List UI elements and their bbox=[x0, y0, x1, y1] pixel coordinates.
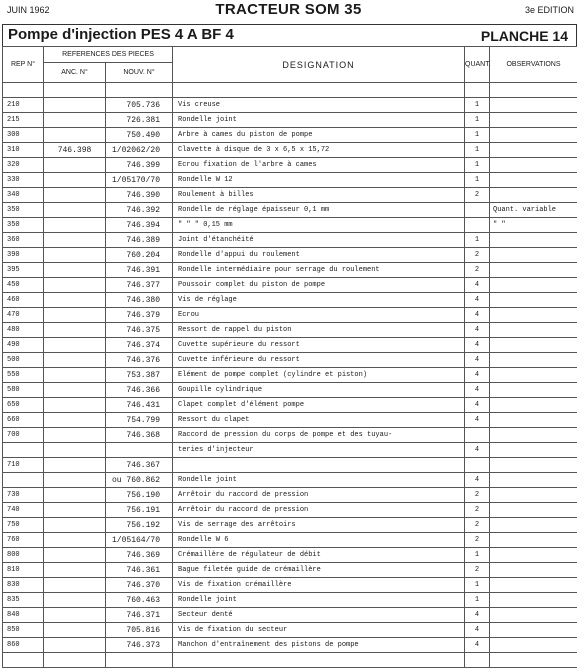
cell-nouv: 746.380 bbox=[106, 293, 173, 308]
col-references: REFERENCES DES PIECES bbox=[44, 47, 173, 63]
cell-rep: 300 bbox=[3, 128, 44, 143]
table-row bbox=[3, 533, 577, 548]
cell-nouv: 756.190 bbox=[106, 488, 173, 503]
cell-obs bbox=[490, 518, 577, 533]
table-row bbox=[3, 398, 577, 413]
cell-rep: 650 bbox=[3, 398, 44, 413]
cell-obs bbox=[490, 83, 577, 98]
cell-rep: 760 bbox=[3, 533, 44, 548]
cell-obs bbox=[490, 293, 577, 308]
cell-rep: 390 bbox=[3, 248, 44, 263]
cell-anc bbox=[44, 173, 106, 188]
table-row bbox=[3, 218, 577, 233]
table-row bbox=[3, 428, 577, 443]
cell-obs bbox=[490, 308, 577, 323]
cell-desig bbox=[173, 458, 465, 473]
cell-anc bbox=[44, 593, 106, 608]
cell-rep: 500 bbox=[3, 353, 44, 368]
table-row bbox=[3, 548, 577, 563]
cell-obs: Quant. variable bbox=[490, 203, 577, 218]
col-quant: QUANT. bbox=[465, 47, 490, 83]
cell-nouv: 746.376 bbox=[106, 353, 173, 368]
cell-obs bbox=[490, 263, 577, 278]
table-row bbox=[3, 563, 577, 578]
cell-anc bbox=[44, 383, 106, 398]
cell-q: 2 bbox=[465, 248, 490, 263]
cell-rep: 215 bbox=[3, 113, 44, 128]
cell-q: 1 bbox=[465, 113, 490, 128]
cell-desig: Bague filetée guide de crémaillère bbox=[173, 563, 465, 578]
cell-q: 4 bbox=[465, 443, 490, 458]
cell-q: 1 bbox=[465, 128, 490, 143]
cell-obs bbox=[490, 233, 577, 248]
cell-rep: 470 bbox=[3, 308, 44, 323]
cell-desig: Rondelle joint bbox=[173, 593, 465, 608]
cell-obs bbox=[490, 578, 577, 593]
cell-anc: 746.398 bbox=[44, 143, 106, 158]
cell-rep: 360 bbox=[3, 233, 44, 248]
cell-anc bbox=[44, 428, 106, 443]
cell-anc bbox=[44, 443, 106, 458]
cell-nouv: 746.377 bbox=[106, 278, 173, 293]
cell-obs bbox=[490, 608, 577, 623]
cell-anc bbox=[44, 518, 106, 533]
cell-desig: Clapet complet d'élément pompe bbox=[173, 398, 465, 413]
cell-rep: 835 bbox=[3, 593, 44, 608]
cell-desig: " " " 0,15 mm bbox=[173, 218, 465, 233]
cell-anc bbox=[44, 278, 106, 293]
cell-nouv: 746.366 bbox=[106, 383, 173, 398]
cell-desig: Raccord de pression du corps de pompe et des tuyau- bbox=[173, 428, 465, 443]
table-row bbox=[3, 128, 577, 143]
cell-nouv: 746.374 bbox=[106, 338, 173, 353]
cell-rep bbox=[3, 443, 44, 458]
cell-anc bbox=[44, 413, 106, 428]
cell-obs bbox=[490, 488, 577, 503]
cell-rep: 480 bbox=[3, 323, 44, 338]
cell-nouv: 756.192 bbox=[106, 518, 173, 533]
cell-obs bbox=[490, 473, 577, 488]
cell-obs bbox=[490, 533, 577, 548]
cell-obs bbox=[490, 503, 577, 518]
cell-obs bbox=[490, 98, 577, 113]
table-row bbox=[3, 338, 577, 353]
cell-q: 2 bbox=[465, 503, 490, 518]
table-row bbox=[3, 293, 577, 308]
cell-nouv: 746.389 bbox=[106, 233, 173, 248]
cell-q bbox=[465, 83, 490, 98]
cell-desig: Cuvette supérieure du ressort bbox=[173, 338, 465, 353]
col-designation: DESIGNATION bbox=[173, 47, 465, 83]
cell-rep: 550 bbox=[3, 368, 44, 383]
section-header bbox=[2, 24, 577, 46]
cell-q: 4 bbox=[465, 473, 490, 488]
cell-q: 1 bbox=[465, 143, 490, 158]
cell-anc bbox=[44, 623, 106, 638]
cell-desig: Vis de réglage bbox=[173, 293, 465, 308]
cell-obs bbox=[490, 353, 577, 368]
cell-anc bbox=[44, 488, 106, 503]
cell-q: 4 bbox=[465, 338, 490, 353]
table-row bbox=[3, 578, 577, 593]
table-row bbox=[3, 113, 577, 128]
cell-anc bbox=[44, 338, 106, 353]
col-rep: REP N° bbox=[3, 47, 44, 83]
cell-nouv: 746.390 bbox=[106, 188, 173, 203]
table-row bbox=[3, 98, 577, 113]
cell-rep: 850 bbox=[3, 623, 44, 638]
cell-nouv: 746.394 bbox=[106, 218, 173, 233]
cell-desig: Ressort du clapet bbox=[173, 413, 465, 428]
cell-desig: Arrêtoir du raccord de pression bbox=[173, 503, 465, 518]
cell-desig: Poussoir complet du piston de pompe bbox=[173, 278, 465, 293]
table-row bbox=[3, 323, 577, 338]
cell-rep: 350 bbox=[3, 203, 44, 218]
cell-rep: 750 bbox=[3, 518, 44, 533]
cell-obs bbox=[490, 323, 577, 338]
col-nouv: NOUV. N° bbox=[106, 63, 173, 83]
cell-nouv: 705.816 bbox=[106, 623, 173, 638]
cell-desig: Goupille cylindrique bbox=[173, 383, 465, 398]
date-label: JUIN 1962 bbox=[7, 5, 50, 15]
cell-obs bbox=[490, 113, 577, 128]
cell-rep: 320 bbox=[3, 158, 44, 173]
cell-anc bbox=[44, 653, 106, 668]
cell-q: 2 bbox=[465, 563, 490, 578]
document-title: TRACTEUR SOM 35 bbox=[0, 1, 577, 18]
cell-obs bbox=[490, 248, 577, 263]
section-title: Pompe d'injection PES 4 A BF 4 bbox=[8, 26, 234, 43]
cell-anc bbox=[44, 548, 106, 563]
cell-desig: Arbre à cames du piston de pompe bbox=[173, 128, 465, 143]
table-row bbox=[3, 83, 577, 98]
cell-desig: Rondelle de réglage épaisseur 0,1 mm bbox=[173, 203, 465, 218]
cell-anc bbox=[44, 638, 106, 653]
cell-anc bbox=[44, 158, 106, 173]
table-row bbox=[3, 188, 577, 203]
cell-nouv: 760.204 bbox=[106, 248, 173, 263]
cell-rep: 395 bbox=[3, 263, 44, 278]
cell-obs bbox=[490, 398, 577, 413]
cell-anc bbox=[44, 503, 106, 518]
cell-nouv bbox=[106, 653, 173, 668]
cell-anc bbox=[44, 128, 106, 143]
cell-anc bbox=[44, 533, 106, 548]
cell-nouv: ou 760.862 bbox=[106, 473, 173, 488]
parts-table bbox=[2, 46, 577, 668]
cell-nouv: 746.367 bbox=[106, 458, 173, 473]
cell-q: 2 bbox=[465, 263, 490, 278]
cell-q: 1 bbox=[465, 548, 490, 563]
cell-q: 4 bbox=[465, 413, 490, 428]
cell-q: 4 bbox=[465, 398, 490, 413]
table-row bbox=[3, 473, 577, 488]
cell-desig: Rondelle d'appui du roulement bbox=[173, 248, 465, 263]
cell-q bbox=[465, 203, 490, 218]
cell-rep: 310 bbox=[3, 143, 44, 158]
table-row bbox=[3, 608, 577, 623]
table-row bbox=[3, 593, 577, 608]
cell-obs bbox=[490, 143, 577, 158]
table-row bbox=[3, 233, 577, 248]
cell-anc bbox=[44, 293, 106, 308]
cell-rep: 490 bbox=[3, 338, 44, 353]
cell-rep: 350 bbox=[3, 218, 44, 233]
cell-desig: Rondelle joint bbox=[173, 113, 465, 128]
cell-obs bbox=[490, 278, 577, 293]
cell-q bbox=[465, 218, 490, 233]
cell-q: 4 bbox=[465, 383, 490, 398]
cell-obs bbox=[490, 458, 577, 473]
cell-desig: Arrêtoir du raccord de pression bbox=[173, 488, 465, 503]
table-row bbox=[3, 413, 577, 428]
cell-desig: Rondelle W 12 bbox=[173, 173, 465, 188]
table-row bbox=[3, 518, 577, 533]
cell-nouv: 746.392 bbox=[106, 203, 173, 218]
table-row bbox=[3, 173, 577, 188]
cell-q: 4 bbox=[465, 638, 490, 653]
cell-desig: Vis de fixation crémaillère bbox=[173, 578, 465, 593]
edition-label: 3e EDITION bbox=[525, 5, 574, 15]
cell-rep: 860 bbox=[3, 638, 44, 653]
cell-desig: Joint d'étanchéité bbox=[173, 233, 465, 248]
table-row bbox=[3, 263, 577, 278]
cell-desig: Crémaillère de régulateur de débit bbox=[173, 548, 465, 563]
cell-rep: 830 bbox=[3, 578, 44, 593]
cell-desig: Cuvette inférieure du ressort bbox=[173, 353, 465, 368]
cell-nouv bbox=[106, 83, 173, 98]
cell-anc bbox=[44, 98, 106, 113]
cell-desig: Rondelle joint bbox=[173, 473, 465, 488]
cell-nouv: 760.463 bbox=[106, 593, 173, 608]
cell-rep: 660 bbox=[3, 413, 44, 428]
table-row bbox=[3, 653, 577, 668]
cell-rep: 800 bbox=[3, 548, 44, 563]
cell-anc bbox=[44, 608, 106, 623]
cell-q: 4 bbox=[465, 368, 490, 383]
cell-q bbox=[465, 653, 490, 668]
cell-desig: Clavette à disque de 3 x 6,5 x 15,72 bbox=[173, 143, 465, 158]
cell-anc bbox=[44, 248, 106, 263]
cell-nouv: 746.369 bbox=[106, 548, 173, 563]
cell-desig: Roulement à billes bbox=[173, 188, 465, 203]
cell-q bbox=[465, 428, 490, 443]
cell-anc bbox=[44, 188, 106, 203]
cell-q: 4 bbox=[465, 353, 490, 368]
cell-nouv: 754.799 bbox=[106, 413, 173, 428]
table-row bbox=[3, 368, 577, 383]
page-header bbox=[0, 0, 577, 22]
cell-obs bbox=[490, 563, 577, 578]
cell-obs bbox=[490, 593, 577, 608]
cell-anc bbox=[44, 563, 106, 578]
cell-anc bbox=[44, 398, 106, 413]
cell-desig: Vis de fixation du secteur bbox=[173, 623, 465, 638]
cell-q: 4 bbox=[465, 278, 490, 293]
cell-anc bbox=[44, 473, 106, 488]
table-row bbox=[3, 353, 577, 368]
cell-obs bbox=[490, 383, 577, 398]
cell-nouv: 746.431 bbox=[106, 398, 173, 413]
cell-desig: teries d'injecteur bbox=[173, 443, 465, 458]
cell-rep: 810 bbox=[3, 563, 44, 578]
cell-q: 4 bbox=[465, 293, 490, 308]
cell-obs bbox=[490, 638, 577, 653]
planche-label: PLANCHE 14 bbox=[481, 28, 568, 44]
cell-nouv: 746.375 bbox=[106, 323, 173, 338]
col-observations: OBSERVATIONS bbox=[490, 47, 577, 83]
cell-rep: 460 bbox=[3, 293, 44, 308]
table-row bbox=[3, 203, 577, 218]
cell-q: 2 bbox=[465, 518, 490, 533]
cell-desig: Elément de pompe complet (cylindre et piston) bbox=[173, 368, 465, 383]
table-row bbox=[3, 503, 577, 518]
cell-rep: 840 bbox=[3, 608, 44, 623]
cell-obs bbox=[490, 443, 577, 458]
cell-rep: 700 bbox=[3, 428, 44, 443]
cell-q: 2 bbox=[465, 188, 490, 203]
cell-rep: 210 bbox=[3, 98, 44, 113]
table-row bbox=[3, 158, 577, 173]
cell-desig: Ecrou bbox=[173, 308, 465, 323]
cell-anc bbox=[44, 218, 106, 233]
cell-q bbox=[465, 458, 490, 473]
cell-anc bbox=[44, 578, 106, 593]
cell-nouv: 746.368 bbox=[106, 428, 173, 443]
cell-rep bbox=[3, 473, 44, 488]
cell-rep: 330 bbox=[3, 173, 44, 188]
table-row bbox=[3, 383, 577, 398]
cell-obs bbox=[490, 428, 577, 443]
cell-q: 4 bbox=[465, 623, 490, 638]
cell-obs bbox=[490, 368, 577, 383]
cell-nouv: 726.381 bbox=[106, 113, 173, 128]
cell-nouv bbox=[106, 443, 173, 458]
table-row bbox=[3, 458, 577, 473]
cell-nouv: 746.399 bbox=[106, 158, 173, 173]
cell-q: 1 bbox=[465, 158, 490, 173]
cell-anc bbox=[44, 353, 106, 368]
cell-desig: Rondelle intermédiaire pour serrage du roulement bbox=[173, 263, 465, 278]
cell-nouv: 750.490 bbox=[106, 128, 173, 143]
cell-obs bbox=[490, 128, 577, 143]
cell-nouv: 746.373 bbox=[106, 638, 173, 653]
cell-nouv: 1/05170/70 bbox=[106, 173, 173, 188]
table-row bbox=[3, 638, 577, 653]
cell-desig: Manchon d'entraînement des pistons de pompe bbox=[173, 638, 465, 653]
cell-nouv: 746.370 bbox=[106, 578, 173, 593]
cell-obs bbox=[490, 188, 577, 203]
table-row bbox=[3, 308, 577, 323]
cell-desig: Vis creuse bbox=[173, 98, 465, 113]
cell-nouv: 746.391 bbox=[106, 263, 173, 278]
cell-nouv: 1/05164/70 bbox=[106, 533, 173, 548]
cell-q: 4 bbox=[465, 323, 490, 338]
cell-q: 2 bbox=[465, 533, 490, 548]
cell-q: 1 bbox=[465, 593, 490, 608]
cell-obs bbox=[490, 623, 577, 638]
cell-anc bbox=[44, 263, 106, 278]
cell-nouv: 746.361 bbox=[106, 563, 173, 578]
cell-anc bbox=[44, 368, 106, 383]
cell-desig: Secteur denté bbox=[173, 608, 465, 623]
cell-q: 4 bbox=[465, 308, 490, 323]
table-row bbox=[3, 443, 577, 458]
cell-obs: " " bbox=[490, 218, 577, 233]
table-row bbox=[3, 488, 577, 503]
cell-anc bbox=[44, 308, 106, 323]
cell-rep: 710 bbox=[3, 458, 44, 473]
cell-desig: Ressort de rappel du piston bbox=[173, 323, 465, 338]
table-row bbox=[3, 248, 577, 263]
cell-obs bbox=[490, 413, 577, 428]
cell-obs bbox=[490, 173, 577, 188]
cell-q: 1 bbox=[465, 173, 490, 188]
cell-obs bbox=[490, 548, 577, 563]
cell-rep: 340 bbox=[3, 188, 44, 203]
cell-rep: 580 bbox=[3, 383, 44, 398]
cell-desig: Vis de serrage des arrêtoirs bbox=[173, 518, 465, 533]
cell-q: 2 bbox=[465, 488, 490, 503]
cell-rep bbox=[3, 653, 44, 668]
cell-rep: 730 bbox=[3, 488, 44, 503]
cell-desig bbox=[173, 653, 465, 668]
table-row bbox=[3, 143, 577, 158]
cell-q: 1 bbox=[465, 233, 490, 248]
cell-nouv: 1/02062/20 bbox=[106, 143, 173, 158]
cell-anc bbox=[44, 233, 106, 248]
cell-q: 4 bbox=[465, 608, 490, 623]
col-anc: ANC. N° bbox=[44, 63, 106, 83]
cell-nouv: 746.371 bbox=[106, 608, 173, 623]
cell-anc bbox=[44, 83, 106, 98]
cell-q: 1 bbox=[465, 98, 490, 113]
cell-obs bbox=[490, 158, 577, 173]
cell-desig: Ecrou fixation de l'arbre à cames bbox=[173, 158, 465, 173]
cell-rep: 740 bbox=[3, 503, 44, 518]
cell-desig: Rondelle W 6 bbox=[173, 533, 465, 548]
cell-rep: 450 bbox=[3, 278, 44, 293]
cell-nouv: 705.736 bbox=[106, 98, 173, 113]
cell-anc bbox=[44, 323, 106, 338]
cell-rep bbox=[3, 83, 44, 98]
cell-nouv: 746.379 bbox=[106, 308, 173, 323]
cell-nouv: 756.191 bbox=[106, 503, 173, 518]
cell-obs bbox=[490, 338, 577, 353]
cell-nouv: 753.387 bbox=[106, 368, 173, 383]
cell-anc bbox=[44, 458, 106, 473]
cell-anc bbox=[44, 113, 106, 128]
cell-obs bbox=[490, 653, 577, 668]
cell-desig bbox=[173, 83, 465, 98]
cell-q: 1 bbox=[465, 578, 490, 593]
table-row bbox=[3, 278, 577, 293]
table-row bbox=[3, 623, 577, 638]
cell-anc bbox=[44, 203, 106, 218]
